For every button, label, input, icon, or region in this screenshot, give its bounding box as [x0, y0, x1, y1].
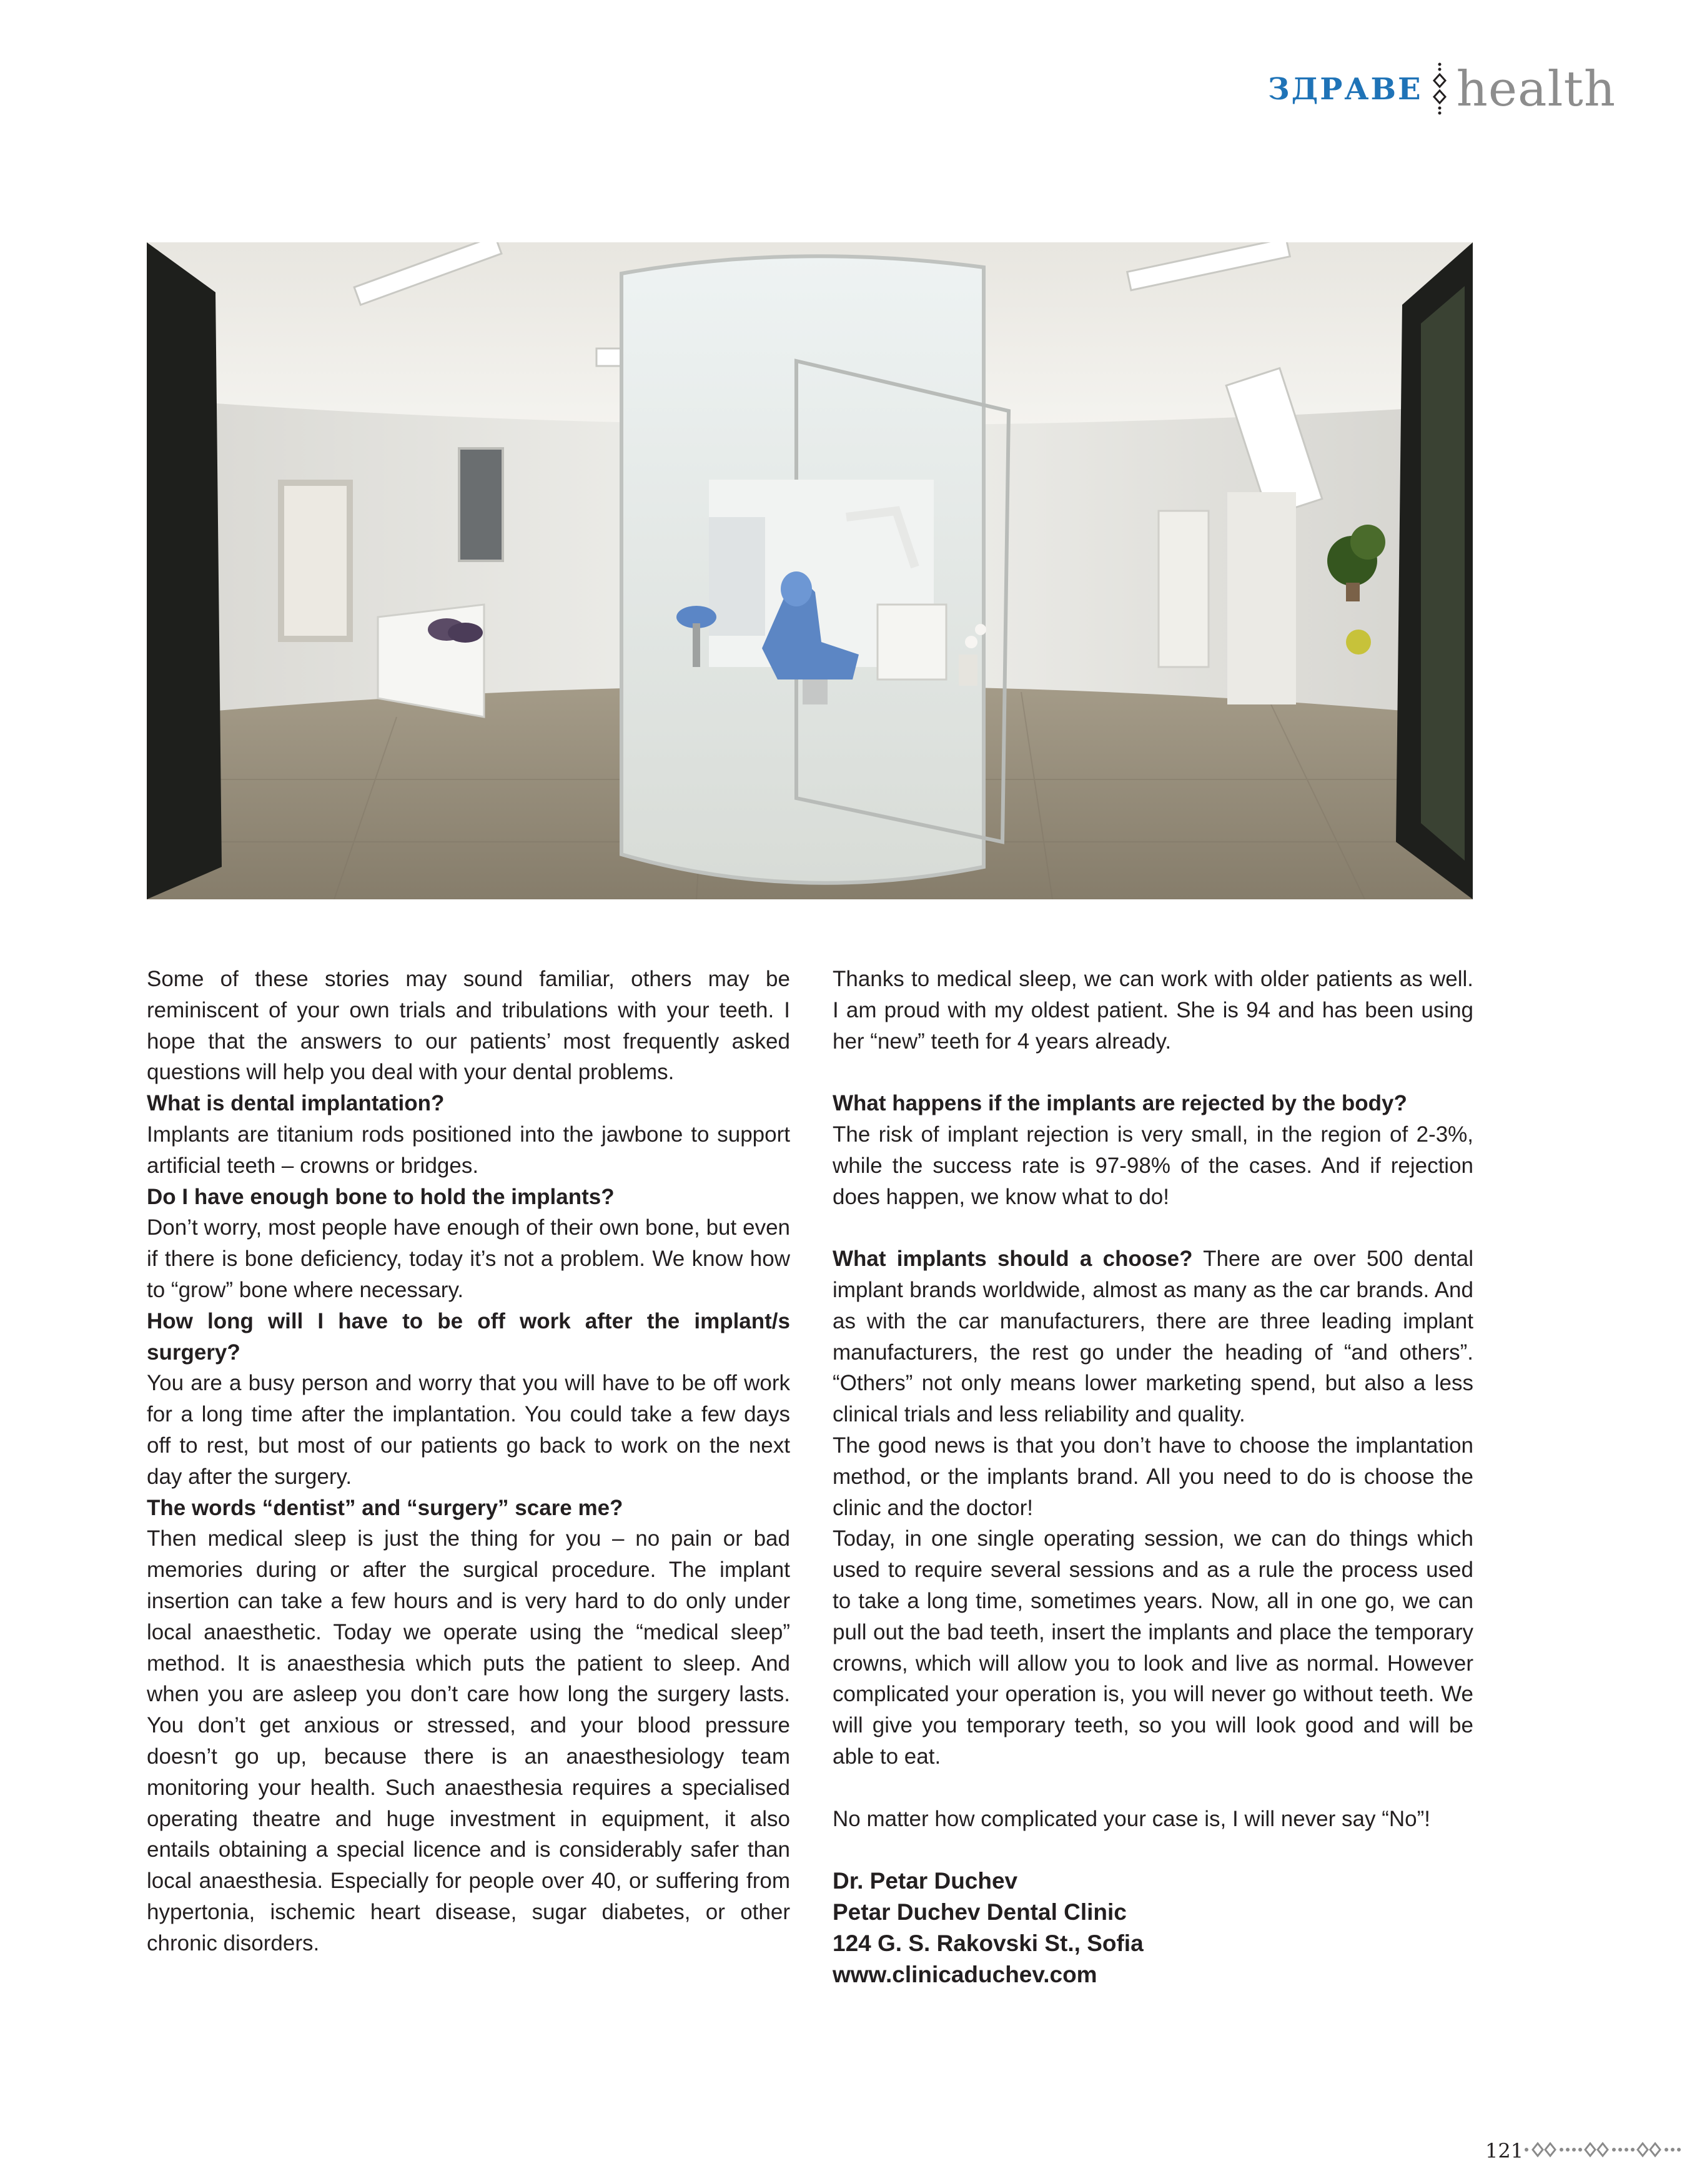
- section-label-en: health: [1456, 61, 1616, 117]
- author-name: Dr. Petar Duchev: [833, 1868, 1018, 1894]
- clinic-name: Petar Duchev Dental Clinic: [833, 1899, 1127, 1925]
- clinic-address: 124 G. S. Rakovski St., Sofia: [833, 1930, 1144, 1956]
- clinic-photo: [147, 242, 1473, 899]
- answer-paragraph-with-question: [833, 1243, 1473, 1430]
- answer-paragraph: You are a busy person and worry that you will have to be off work for a long time after the implantation. You could take a few days off to rest, but most of our patients go back to work on the next day after the surgery.: [147, 1371, 790, 1489]
- paragraph-gap: [833, 1772, 1473, 1804]
- signature-block: [833, 1865, 1473, 1990]
- paragraph-gap: [833, 1212, 1473, 1243]
- question-heading: Do I have enough bone to hold the implants?: [147, 1184, 615, 1209]
- paragraph-gap: [833, 1834, 1473, 1865]
- question-heading: What implants should a choose?: [833, 1247, 1193, 1272]
- intro-paragraph: Some of these stories may sound familiar, others may be reminiscent of your own trials and tribulations with your teeth. I hope that the answers to our patients’ most frequently asked questions will help you deal with your dental problems.: [147, 967, 790, 1085]
- answer-text: There are over 500 dental implant brands worldwide, almost as many as the car brands. And as with the car manufacturers, there are three leading implant manufacturers, the rest go under the heading of “and others”. “Others” not only means lower marketing spend, but also a less clinical trials and less reliability and quality.: [833, 1247, 1473, 1427]
- answer-paragraph: The risk of implant rejection is very small, in the region of 2-3%, while the success rate is 97-98% of the cases. And if rejection does happen, we know what to do!: [833, 1122, 1473, 1209]
- question-heading: How long will I have to be off work after the implant/s surgery?: [147, 1308, 790, 1365]
- answer-paragraph: Don’t worry, most people have enough of their own bone, but even if there is bone deficiency, today it’s not a problem. We know how to “grow” bone where necessary.: [147, 1215, 790, 1302]
- folk-ornament-icon: [1524, 2136, 1682, 2163]
- section-label-bg: ЗДРАВЕ: [1268, 72, 1423, 107]
- question-heading: What is dental implantation?: [147, 1091, 445, 1116]
- answer-paragraph: Implants are titanium rods positioned into the jawbone to support artificial teeth – crowns or bridges.: [147, 1122, 790, 1178]
- section-header: [1268, 55, 1616, 124]
- question-heading: What happens if the implants are rejected by the body?: [833, 1091, 1407, 1116]
- answer-paragraph: Thanks to medical sleep, we can work with older patients as well. I am proud with my oldest patient. She is 94 and has been using her “new” teeth for 4 years already.: [833, 967, 1473, 1054]
- article-column-left: [147, 964, 790, 1959]
- closing-statement: No matter how complicated your case is, I will never say “No”!: [833, 1806, 1430, 1831]
- article-column-right: [833, 964, 1473, 1990]
- answer-paragraph: Today, in one single operating session, we can do things which used to require several sessions and as a rule the process used to take a long time, sometimes years. Now, all in one go, we can pull out the bad teeth, insert the implants and place the temporary crowns, which will allow you to look and live as normal. However complicated your operation is, you will never go without teeth. We will give you temporary teeth, so you will look good and will be able to eat.: [833, 1526, 1473, 1769]
- page-number: 121: [1485, 2139, 1524, 2163]
- dental-clinic-interior-photo: [147, 242, 1473, 899]
- answer-paragraph: Then medical sleep is just the thing for you – no pain or bad memories during or after the surgical procedure. The implant insertion can take a few hours and is very hard to do only under local anaesthetic. Today we operate using the “medical sleep” method. It is anaesthesia which puts the patient to sleep. And when you are asleep you don’t care how long the surgery lasts. You don’t get anxious or stressed, and your blood pressure doesn’t go up, because there is an anaesthesiology team monitoring your health. Such anaesthesia requires a specialised operating theatre and huge investment in equipment, it also entails obtaining a special licence and is considerably safer than local anaesthesia. Especially for people over 40, or suffering from hypertonia, ischemic heart disease, sugar diabetes, or other chronic disorders.: [147, 1526, 790, 1955]
- clinic-website-link[interactable]: www.clinicaduchev.com: [833, 1961, 1097, 1987]
- ornament-divider-icon: [1430, 61, 1449, 118]
- question-heading: The words “dentist” and “surgery” scare me?: [147, 1495, 623, 1520]
- answer-paragraph: The good news is that you don’t have to choose the implantation method, or the implants brand. All you need to do is choose the clinic and the doctor!: [833, 1433, 1473, 1520]
- paragraph-gap: [833, 1057, 1473, 1088]
